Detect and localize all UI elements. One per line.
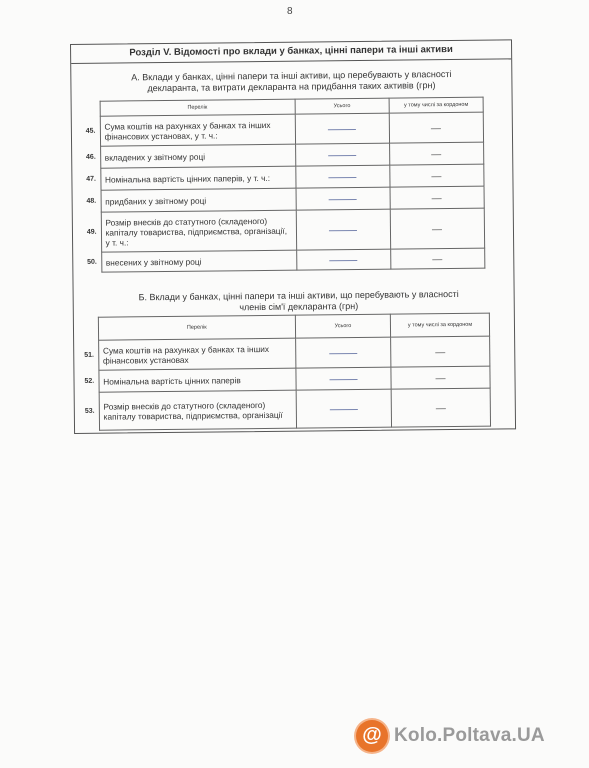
dash-mark [328,129,356,130]
dash-mark [330,260,358,261]
row-label: внесених у звітному році [101,250,296,272]
dash-mark [432,198,442,199]
row-number: 49. [86,228,97,236]
dash-mark [431,128,441,129]
dash-mark [435,352,445,353]
table-row [76,112,484,146]
total-cell [296,389,392,428]
row-label: Номінальна вартість цінних паперів [99,368,296,392]
total-cell [295,337,390,368]
row-label: Сума коштів на рахунках у банках та інших фінансових установах [98,338,296,370]
row-label: Розмір внесків до статутного (складеного) капіталу товариства, підприємства, організації [99,390,297,430]
part-b-heading-line1: Б. Вклади у банках, цінні папери та інші активи, що перебувають у власності [138,288,459,303]
part-b-col-total: Усього [295,314,390,338]
at-sign-icon: @ [356,720,388,752]
watermark-text: Kolo.Poltava.UA [394,725,545,746]
dash-mark [329,230,357,231]
dash-mark [329,155,357,156]
total-cell [295,143,389,166]
table-row [75,388,491,430]
page-number: 8 [287,6,293,17]
part-a-col-total: Усього [295,98,389,114]
row-label: вкладених у звітному році [100,144,295,168]
row-label: Сума коштів на рахунках у банках та інших фінансових установах, у т. ч.: [100,114,296,146]
table-row [77,248,485,272]
dash-mark [329,177,357,178]
row-label: Розмір внесків до статутного (складеного) капіталу товариства, підприємства, організації, у т. ч.: [101,210,297,252]
part-a-heading [111,69,471,95]
row-number: 50. [87,258,97,266]
table-row [77,208,485,252]
dash-mark [329,199,357,200]
row-number: 51. [84,351,95,359]
abroad-cell [390,142,484,165]
abroad-cell [390,208,484,249]
dash-mark [433,259,443,260]
row-label: Номінальна вартість цінних паперів, у т. ч.: [100,166,295,190]
total-cell [296,367,391,390]
section-title: Розділ V. Відомості про вклади у банках, цінні папери та інші активи [71,40,511,64]
dash-mark [329,379,357,380]
dash-mark [330,409,358,410]
abroad-cell [391,388,490,427]
part-b-col-list: Перелік [98,315,295,340]
part-a-col-list: Перелік [100,99,295,116]
part-b-table [74,313,491,431]
row-number: 46. [85,153,96,161]
part-a-col-abroad: у тому числі за кордоном [389,97,483,113]
part-a-heading-line2: декларанта, та витрати декларанта на придбання таких активів (грн) [147,80,436,94]
abroad-cell [391,366,490,389]
dash-mark [436,378,446,379]
total-cell [296,187,390,210]
total-cell [296,165,390,188]
total-cell [296,209,391,250]
part-a-heading-line1: А. Вклади у банках, цінні папери та інші активи, що перебувають у власності [131,69,452,83]
dash-mark [436,408,446,409]
row-label: придбаних у звітному році [101,188,296,212]
row-number: 47. [86,175,97,183]
dash-mark [432,154,442,155]
row-number: 53. [84,407,95,415]
table-row [74,336,490,370]
abroad-cell [389,112,483,143]
section-v-frame [70,39,516,434]
row-number: 52. [84,377,95,385]
part-b-heading-line2: членів сім'ї декларанта (грн) [239,300,359,313]
part-a-table [76,97,486,273]
dash-mark [329,353,357,354]
abroad-cell [390,186,484,209]
abroad-cell [390,164,484,187]
total-cell [296,249,390,270]
total-cell [295,113,389,144]
part-b-heading [124,289,474,315]
abroad-cell [391,336,490,367]
site-watermark [356,718,545,754]
abroad-cell [391,248,485,269]
dash-mark [432,176,442,177]
dash-mark [432,229,442,230]
row-number: 48. [86,197,97,205]
row-number: 45. [85,127,96,135]
part-b-col-abroad: у тому числі за кордоном [390,313,489,337]
